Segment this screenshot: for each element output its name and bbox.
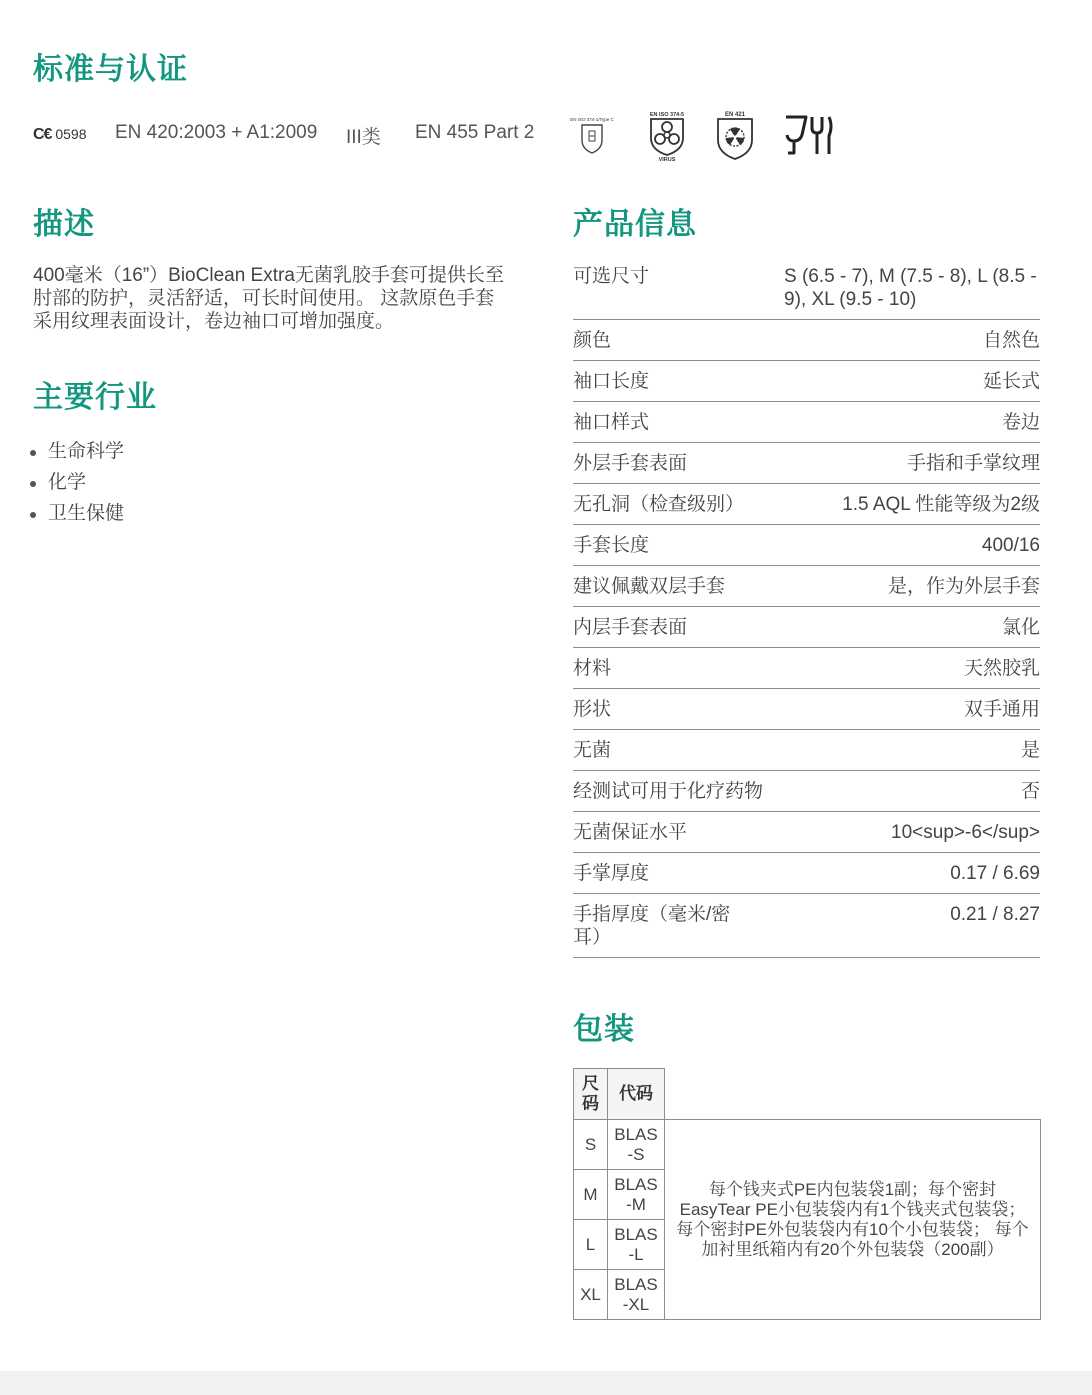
list-item: 卫生保健 bbox=[30, 498, 124, 529]
info-label: 颜色 bbox=[573, 330, 612, 351]
table-row bbox=[574, 1120, 1041, 1170]
info-value: 否 bbox=[1020, 781, 1040, 802]
table-row bbox=[573, 256, 1040, 320]
table-row bbox=[573, 648, 1040, 689]
info-value: 是 bbox=[1020, 740, 1040, 761]
biohazard-virus-icon bbox=[645, 110, 689, 162]
info-value: 1.5 AQL 性能等级为2级 bbox=[842, 494, 1040, 515]
packaging-note: 每个钱夹式PE内包装袋1副；每个密封EasyTear PE小包装袋内有1个钱夹式包装袋；每个密封PE外包装袋内有10个小包装袋； 每个加衬里纸箱内有20个外包装袋（200副） bbox=[665, 1120, 1041, 1320]
table-row bbox=[573, 853, 1040, 894]
code-cell: BLAS-L bbox=[608, 1220, 665, 1270]
table-row bbox=[573, 361, 1040, 402]
info-label: 手指厚度（毫米/密耳） bbox=[573, 904, 731, 948]
info-value: 双手通用 bbox=[963, 699, 1040, 720]
info-label: 袖口样式 bbox=[573, 412, 650, 433]
cert-class-iii: III类 bbox=[346, 127, 381, 148]
table-row bbox=[573, 607, 1040, 648]
ce-mark bbox=[33, 126, 87, 144]
info-value: 自然色 bbox=[982, 330, 1040, 351]
info-label: 无菌 bbox=[573, 740, 612, 761]
biohazard-label-top: EN ISO 374-5 bbox=[649, 112, 685, 118]
info-label: 材料 bbox=[573, 658, 612, 679]
code-cell: BLAS-M bbox=[608, 1170, 665, 1220]
table-row bbox=[573, 730, 1040, 771]
packaging-table bbox=[573, 1068, 1041, 1320]
food-contact-icon bbox=[783, 114, 835, 158]
info-label: 无菌保证水平 bbox=[573, 822, 688, 843]
size-cell: L bbox=[574, 1220, 608, 1270]
table-row bbox=[573, 320, 1040, 361]
table-row bbox=[573, 812, 1040, 853]
info-value: 延长式 bbox=[982, 371, 1040, 392]
info-value: 400/16 bbox=[981, 535, 1040, 556]
info-label: 手套长度 bbox=[573, 535, 650, 556]
ce-symbol: C€ bbox=[33, 126, 52, 143]
info-label: 内层手套表面 bbox=[573, 617, 688, 638]
table-row bbox=[573, 689, 1040, 730]
table-row bbox=[573, 484, 1040, 525]
size-header: 尺码 bbox=[574, 1069, 608, 1120]
industries-title: 主要行业 bbox=[33, 380, 157, 415]
ce-number: 0598 bbox=[55, 126, 87, 142]
info-value: S (6.5 - 7), M (7.5 - 8), L (8.5 - 9), XL (9.5 - 10) bbox=[784, 266, 1037, 310]
en421-label: EN 421 bbox=[724, 112, 746, 118]
info-value: 是，作为外层手套 bbox=[887, 576, 1040, 597]
code-header: 代码 bbox=[608, 1069, 665, 1120]
description-title: 描述 bbox=[33, 207, 95, 242]
info-value: 氯化 bbox=[1001, 617, 1040, 638]
product-info-title: 产品信息 bbox=[573, 207, 697, 242]
code-cell: BLAS-XL bbox=[608, 1270, 665, 1320]
info-value: 10<sup>-6</sup> bbox=[891, 822, 1040, 843]
size-cell: S bbox=[574, 1120, 608, 1170]
info-label: 外层手套表面 bbox=[573, 453, 688, 474]
industry-list bbox=[30, 436, 124, 529]
table-row bbox=[573, 771, 1040, 812]
biohazard-label-bottom: VIRUS bbox=[658, 157, 676, 162]
certification-row bbox=[33, 110, 853, 160]
radioactive-contamination-icon bbox=[713, 110, 757, 162]
packaging-title: 包装 bbox=[573, 1012, 635, 1047]
code-cell: BLAS-S bbox=[608, 1120, 665, 1170]
cert-en455: EN 455 Part 2 bbox=[415, 122, 535, 143]
size-cell: M bbox=[574, 1170, 608, 1220]
table-row bbox=[573, 894, 1040, 958]
table-row bbox=[573, 443, 1040, 484]
standards-title: 标准与认证 bbox=[33, 52, 188, 87]
table-header-row bbox=[574, 1069, 1041, 1120]
info-label: 袖口长度 bbox=[573, 371, 650, 392]
info-label: 无孔洞（检查级别） bbox=[573, 494, 745, 515]
info-label: 可选尺寸 bbox=[573, 266, 650, 287]
footer-bar bbox=[0, 1371, 1092, 1395]
info-value: 卷边 bbox=[1001, 412, 1040, 433]
list-item: 化学 bbox=[30, 467, 124, 498]
table-row bbox=[573, 525, 1040, 566]
info-value: 0.21 / 8.27 bbox=[950, 904, 1040, 925]
table-row bbox=[573, 402, 1040, 443]
size-cell: XL bbox=[574, 1270, 608, 1320]
list-item: 生命科学 bbox=[30, 436, 124, 467]
product-info-table bbox=[573, 256, 1040, 958]
en-iso-374-label: EN ISO 374-1/Type C bbox=[570, 117, 614, 122]
info-value: 手指和手掌纹理 bbox=[906, 453, 1040, 474]
info-label: 建议佩戴双层手套 bbox=[573, 576, 726, 597]
cert-en420: EN 420:2003 + A1:2009 bbox=[115, 122, 318, 143]
product-description: 400毫米（16”）BioClean Extra无菌乳胶手套可提供长至肘部的防护，灵活舒适，可长时间使用。 这款原色手套采用纹理表面设计，卷边袖口可增加强度。 bbox=[33, 265, 504, 332]
info-label: 手掌厚度 bbox=[573, 863, 650, 884]
info-value: 天然胶乳 bbox=[963, 658, 1040, 679]
info-label: 形状 bbox=[573, 699, 612, 720]
en-iso-374-chemical-icon bbox=[564, 116, 620, 156]
table-row bbox=[573, 566, 1040, 607]
info-label: 经测试可用于化疗药物 bbox=[573, 781, 764, 802]
info-value: 0.17 / 6.69 bbox=[950, 863, 1040, 884]
